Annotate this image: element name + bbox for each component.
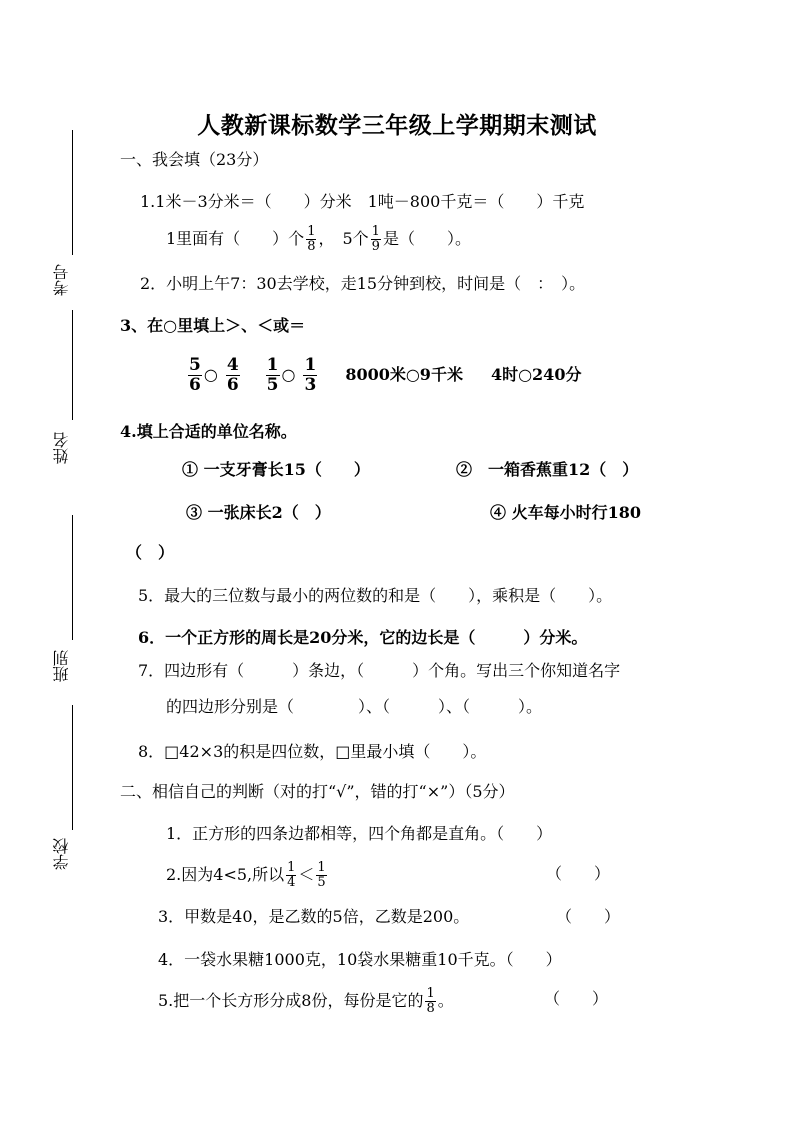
numerator: 1 — [304, 354, 317, 375]
numerator: 1 — [371, 223, 380, 239]
less-than-sign: ＜ — [298, 865, 315, 884]
fraction — [226, 356, 240, 395]
denominator: 8 — [307, 238, 316, 254]
fraction — [266, 356, 280, 395]
question-3-items — [186, 354, 581, 396]
q4-item4-continued: （ ） — [126, 543, 175, 562]
section1-heading: 一、我会填（23分） — [120, 150, 269, 169]
judgment-1: 1．正方形的四条边都相等，四个角都是直角。（ ） — [166, 824, 553, 843]
denominator: 4 — [287, 874, 296, 890]
question-2: 2．小明上午7：30去学校，走15分钟到校，时间是（ ： ）。 — [140, 274, 586, 293]
j5-text: 5.把一个长方形分成8份，每份是它的 — [158, 991, 424, 1010]
fraction — [371, 225, 381, 254]
judgment-3: 3．甲数是40，是乙数的5倍，乙数是200。 — [158, 907, 470, 926]
name-label: 姓名 — [52, 432, 71, 464]
q4-item3: ③ 一张床长2（ ） — [186, 503, 331, 522]
q3-item4: 4时○240分 — [490, 365, 582, 384]
denominator: 5 — [266, 374, 279, 395]
q4-item1: ① 一支牙膏长15（ ） — [182, 460, 370, 479]
fraction — [286, 861, 296, 890]
fraction — [316, 861, 326, 890]
question-7-line1: 7．四边形有（ ）条边，（ ）个角。写出三个你知道名字 — [138, 661, 621, 680]
class-label: 班别 — [52, 650, 71, 682]
j5-end: 。 — [437, 991, 454, 1010]
question-1-line1: 1.1米－3分米＝（ ）分米 1吨－800千克＝（ ）千克 — [140, 192, 585, 211]
question-5: 5．最大的三位数与最小的两位数的和是（ ），乘积是（ ）。 — [138, 586, 613, 605]
question-3-prompt: 3、在○里填上＞、＜或＝ — [120, 316, 306, 335]
school-label: 学校 — [52, 838, 71, 870]
denominator: 6 — [189, 374, 201, 395]
margin-line — [72, 515, 73, 640]
margin-line — [72, 130, 73, 255]
q1-text-b: ， 5个 — [318, 229, 369, 248]
judgment-5 — [158, 982, 454, 1020]
denominator: 6 — [226, 374, 239, 395]
numerator: 1 — [307, 223, 316, 239]
question-6: 6．一个正方形的周长是20分米，它的边长是（ ）分米。 — [138, 628, 588, 647]
judgment-2 — [166, 856, 329, 894]
q3-item3: 8000米○9千米 — [345, 365, 463, 384]
compare-circle: ○ — [281, 365, 296, 384]
j2-answer-blank[interactable]: （ ） — [546, 864, 611, 883]
fraction — [188, 356, 202, 395]
j2-text: 2.因为4<5,所以 — [166, 865, 285, 884]
judgment-4: 4．一袋水果糖1000克，10袋水果糖重10千克。（ ） — [158, 950, 562, 969]
denominator: 5 — [317, 874, 326, 890]
question-1-line2 — [166, 224, 471, 254]
fraction — [425, 987, 435, 1016]
question-7-line2: 的四边形分别是（ ）、（ ）、（ ）。 — [166, 697, 543, 716]
margin-line — [72, 310, 73, 420]
q4-item2: ② 一箱香蕉重12（ ） — [456, 460, 639, 479]
section2-heading: 二、相信自己的判断（对的打“√”，错的打“×”）（5分） — [120, 782, 515, 801]
question-8: 8．□42×3的积是四位数，□里最小填（ ）。 — [138, 742, 487, 761]
q1-text-c: 是（ ）。 — [382, 229, 471, 248]
numerator: 5 — [189, 354, 201, 375]
page-title: 人教新课标数学三年级上学期期末测试 — [197, 112, 597, 139]
j3-answer-blank[interactable]: （ ） — [556, 907, 621, 926]
denominator: 9 — [371, 238, 380, 254]
numerator: 1 — [287, 859, 296, 875]
denominator: 3 — [304, 374, 317, 395]
margin-line — [72, 705, 73, 830]
fraction — [306, 225, 316, 254]
numerator: 4 — [226, 354, 239, 375]
j5-answer-blank[interactable]: （ ） — [544, 989, 609, 1008]
question-4-prompt: 4.填上合适的单位名称。 — [120, 422, 297, 441]
compare-circle: ○ — [203, 365, 218, 384]
numerator: 1 — [426, 985, 435, 1001]
denominator: 8 — [426, 1000, 435, 1016]
numerator: 1 — [317, 859, 326, 875]
q1-text-a: 1里面有（ ）个 — [166, 229, 305, 248]
fraction — [303, 356, 317, 395]
exam-number-label: 考号 — [52, 264, 71, 296]
q4-item4: ④ 火车每小时行180 — [490, 503, 641, 522]
numerator: 1 — [266, 354, 279, 375]
